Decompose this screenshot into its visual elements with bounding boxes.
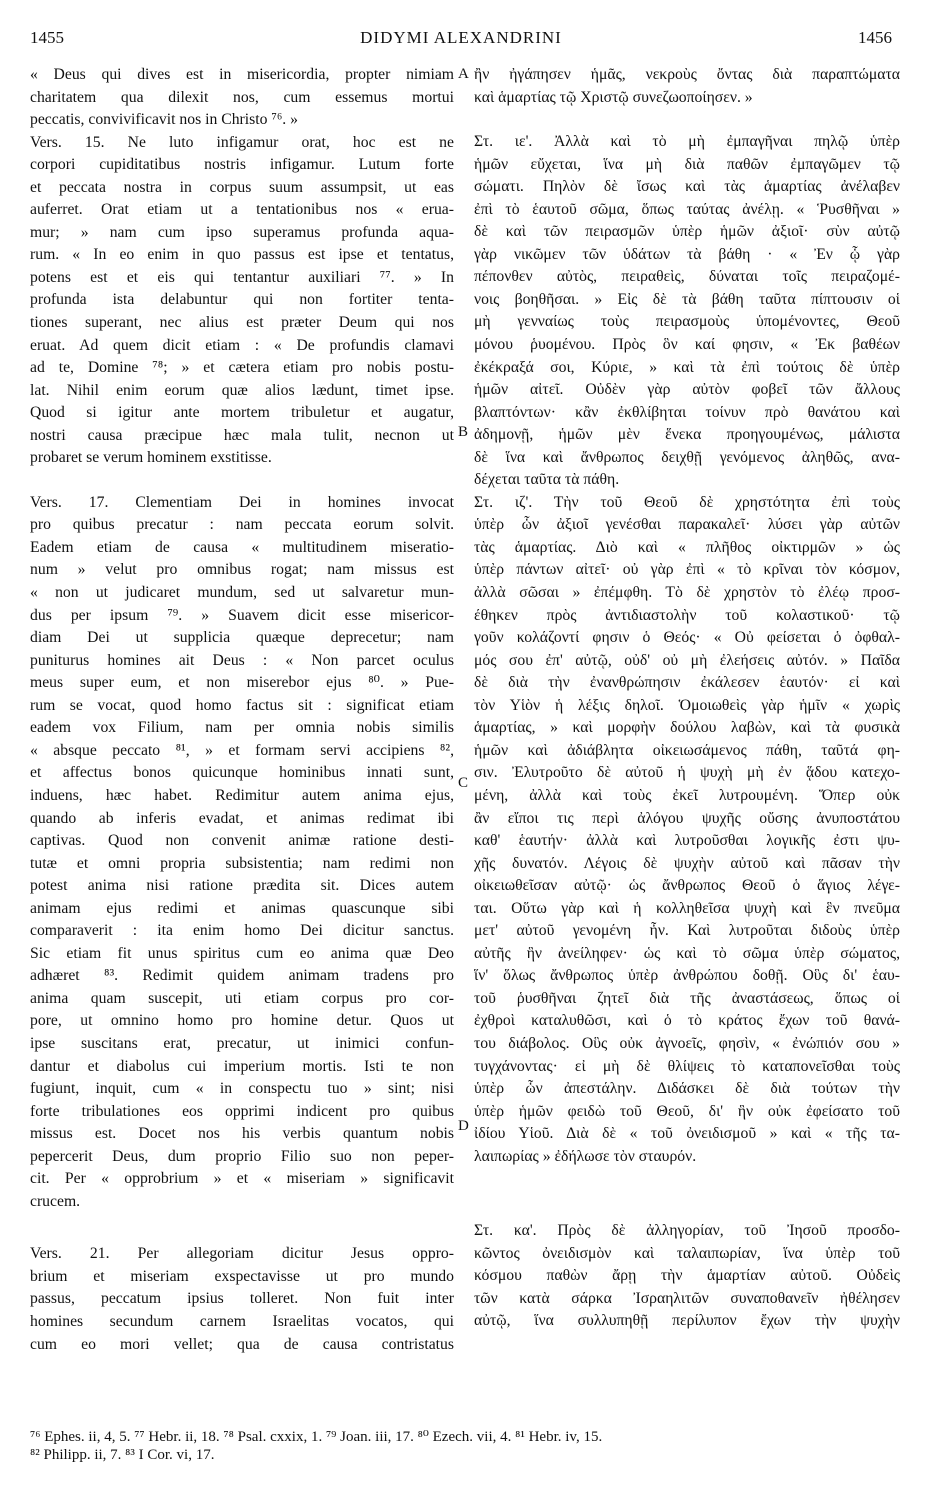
- text-line: pro quibus precatur : nam peccata eorum solvit.: [30, 516, 454, 534]
- text-line: ἡμῶν καὶ ἀδιάβλητα οἰκειωσάμενος πάθη, ταῦτά φη-: [474, 741, 900, 759]
- text-line: lat. Nihil enim eorum quæ alios lædunt, timet ipse.: [30, 381, 454, 399]
- text-line: brium et miseriam exspectavisse ut pro mundo: [30, 1267, 454, 1285]
- text-line: γὰρ νικῶμεν τῶν ὑδάτων τὰ βάθη · « Ἐν ᾧ γὰρ: [474, 245, 900, 263]
- text-line: σώματι. Πηλὸν δὲ ἴσως καὶ τὰς ἁμαρτίας ἀνέλαβεν: [474, 178, 900, 196]
- text-line: eruat. Ad quem dicit etiam : « De profundis clamavi: [30, 336, 454, 354]
- text-line: probaret se verum hominem exstitisse.: [30, 449, 272, 467]
- text-line: τὰς ἁμαρτίας. Διὸ καὶ « πλῆθος οἰκτιρμῶν » ὡς: [474, 538, 900, 556]
- text-line: ὑπὲρ πάντων αἰτεῖ· οὐ γὰρ ἐπὶ « τὸ κρῖναι τὸν κόσμον,: [474, 561, 900, 579]
- text-line: ὑπὲρ ὧν ἀξιοῖ γενέσθαι παρακαλεῖ· λύσει γὰρ αὐτῶν: [474, 516, 900, 534]
- text-line: induens, hæc habet. Redimitur autem anima ejus,: [30, 786, 454, 804]
- text-line: cit. Per « opprobrium » et « miseriam » significavit: [30, 1170, 454, 1188]
- text-line: potens est et eis qui tentantur auxiliari ⁷⁷. » In: [30, 268, 454, 286]
- text-line: et affectus bonos quicunque hominibus innati sunt,: [30, 764, 454, 782]
- text-line: σιν. Ἐλυτροῦτο δὲ αὐτοῦ ἡ ψυχὴ μὴ ἐν ᾅδου κατεχο-: [474, 764, 900, 782]
- text-line: Στ. κα'. Πρὸς δὲ ἀλληγορίαν, τοῦ Ἰησοῦ προσδο-: [474, 1222, 900, 1240]
- text-line: Eadem etiam de causa « multitudinem miseratio-: [30, 538, 454, 556]
- text-line: λαιπωρίας » ἐδήλωσε τὸν σταυρόν.: [474, 1147, 697, 1165]
- text-line: δέχεται ταῦτα τὰ πάθη.: [474, 471, 620, 489]
- page-header: [30, 28, 892, 54]
- text-line: ται. Οὕτω γὰρ καὶ ἡ κολληθεῖσα ψυχὴ καὶ ἓν πνεῦμα: [474, 899, 900, 917]
- text-line: δὲ καὶ τῶν πειρασμῶν ὑπὲρ ἡμῶν ἀξιοῖ· σὺν αὐτῷ: [474, 223, 900, 241]
- text-line: καθ' ἑαυτήν· ἀλλὰ καὶ λυτροῦσθαι λογικῆς ἐστι ψυ-: [474, 832, 900, 850]
- text-line: passus, peccatum ipsius tolleret. Non fuit inter: [30, 1290, 454, 1308]
- text-line: animam ejus redimi et animas quascunque sibi: [30, 899, 454, 917]
- text-line: Vers. 17. Clementiam Dei in homines invocat: [30, 493, 454, 511]
- text-line: num » velut pro omnibus rogat; nam missus est: [30, 561, 454, 579]
- text-line: Vers. 21. Per allegoriam dicitur Jesus oppro-: [30, 1245, 454, 1263]
- greek-paragraph-block-1: [474, 64, 900, 109]
- text-line: κῶντος ὀνειδισμὸν καὶ ταλαιπωρίαν, ἵνα ὑπὲρ τοῦ: [474, 1244, 900, 1262]
- text-line: comparaverit : ita enim homo Dei dicitur sanctus.: [30, 922, 454, 940]
- text-line: έθηκεν πρὸς ἀντιδιαστολὴν τοῦ κολαστικοῦ· τῷ: [474, 606, 900, 624]
- text-line: ἀδημονῇ, ἡμῶν μὲν ἕνεκα προηγουμένως, μάλιστα: [474, 426, 900, 444]
- text-line: auferret. Orat etiam ut a tentationibus nos « erua-: [30, 201, 454, 219]
- text-line: χῆς δυνατόν. Λέγοις δὲ ψυχὴν αὐτοῦ καὶ πᾶσαν τὴν: [474, 854, 900, 872]
- text-line: βλαπτόντων· κἂν ἐκθλίβηται τοίνυν πρὸ θανάτου καὶ: [474, 403, 900, 421]
- text-line: pore, ut omnino homo pro homine detur. Quos ut: [30, 1012, 454, 1030]
- text-line: profunda ista delabuntur qui non fortiter tenta-: [30, 291, 454, 309]
- text-line: missus est. Docet nos his verbis quantum nobis: [30, 1125, 454, 1143]
- text-line: rum. « In eo enim in quo passus est ipse et tentatus,: [30, 246, 454, 264]
- text-line: rum se vocat, quod homo factus sit : significat etiam: [30, 696, 454, 714]
- text-line: Sic etiam fit unus spiritus cum eo anima quæ Deo: [30, 944, 454, 962]
- text-line: ipse suscitans erat, precatur, ut inimici confun-: [30, 1034, 454, 1052]
- text-line: ad te, Domine ⁷⁸; » et cætera etiam pro nobis postu-: [30, 359, 454, 377]
- text-line: μετ' αὐτοῦ γενομένη ἦν. Καὶ λυτροῦται διδοὺς ὑπὲρ: [474, 922, 900, 940]
- text-line: αὐτῆς ἣν ἀνείληφεν· ὡς καὶ τὸ σῶμα ὑπὲρ σώματος,: [474, 944, 900, 962]
- text-line: mur; » nam cum ipso superamus profunda aqua-: [30, 223, 454, 241]
- margin-letter-c: C: [458, 775, 469, 791]
- text-line: οἰκειωθεῖσαν αὐτῷ· ὡς ἄνθρωπος Θεοῦ ὁ ἅγιος λέγε-: [474, 877, 900, 895]
- text-line: δὲ ἵνα καὶ ἄνθρωπος δειχθῇ γενόμενος ἀληθῶς, ανα-: [474, 448, 900, 466]
- text-line: τοῦ ῥυσθῆναι ζητεῖ διὰ τῆς ἀναστάσεως, ὅπως οἱ: [474, 989, 900, 1007]
- greek-paragraph-block-4: [474, 1220, 900, 1333]
- text-line: Στ. ιε'. Ἀλλὰ καὶ τὸ μὴ ἐμπαγῆναι πηλῷ ὑπὲρ: [474, 133, 900, 151]
- text-line: et peccata nostra in corpus suum assumpsit, ut eas: [30, 178, 454, 196]
- text-line: dantur et diabolus cui imperium mortis. Isti te non: [30, 1057, 454, 1075]
- text-line: meus super eum, et non miserebor ejus ⁸⁰. » Pue-: [30, 674, 454, 692]
- text-line: ἂν εἴποι τις περὶ ἀλόγου ψυχῆς οὔσης ἀνυποστάτου: [474, 809, 900, 827]
- footnotes: [30, 1428, 900, 1464]
- text-line: homines secundum carnem Israelitas vocatos, qui: [30, 1312, 454, 1330]
- text-line: καὶ ἁμαρτίας τῷ Χριστῷ συνεζωοποίησεν. »: [474, 88, 753, 106]
- text-line: νοις βοηθῆσαι. » Εἰς δὲ τὰ βάθη ταῦτα πίπτουσιν οἱ: [474, 290, 900, 308]
- text-line: tutæ et omni propria subsistentia; nam redimi non: [30, 854, 454, 872]
- text-line: corpori cupiditatibus nostris infigamur. Lutum forte: [30, 156, 454, 174]
- greek-paragraph-block-3: [474, 492, 900, 1168]
- footnote-line: ⁸² Philipp. ii, 7. ⁸³ I Cor. vi, 17.: [30, 1447, 215, 1463]
- text-line: ὑπὲρ ὧν ἀπεστάλην. Διδάσκει δὲ διὰ τούτων τὴν: [474, 1080, 900, 1098]
- text-line: μένη, ἀλλὰ καὶ τοὺς ἐκεῖ λυτρουμένη. Ὅπερ οὐκ: [474, 786, 900, 804]
- text-line: diam Dei ut supplicia quæque deprecetur; nam: [30, 629, 454, 647]
- text-line: πέπονθεν αὐτὸς, πειραθεὶς, δύναται τοῖς πειραζομέ-: [474, 268, 900, 286]
- text-line: μός σου ἐπ' αὐτῷ, οὐδ' οὐ μὴ ἐλεήσεις αὐτόν. » Παῖδα: [474, 651, 900, 669]
- text-line: puniturus homines ait Deus : « Non parcet oculus: [30, 651, 454, 669]
- text-line: tiones superant, nec alius est præter Deum qui nos: [30, 314, 454, 332]
- text-line: ἀλλὰ σῶσαι » ἐπέμφθη. Τὸ δὲ χρηστὸν τὸ ἐλέῳ προσ-: [474, 584, 900, 602]
- text-line: μόνου ῥυομένου. Πρὸς ὃν καί φησιν, « Ἐκ βαθέων: [474, 336, 900, 354]
- text-line: ἡμῶν αἰτεῖ. Οὐδὲν γὰρ αὐτὸν φοβεῖ τῶν ἄλλους: [474, 381, 900, 399]
- text-line: τυγχάνοντας· εἰ μὴ δὲ θλίψεις τὸ καταπονεῖσθαι τοὺς: [474, 1057, 900, 1075]
- text-line: Quod si igitur ante mortem tribuletur et augatur,: [30, 404, 454, 422]
- text-line: « non ut judicaret mundum, sed ut salvaretur mun-: [30, 584, 454, 602]
- text-line: pepercerit Deus, dum proprio Filio suo non peper-: [30, 1147, 454, 1165]
- latin-paragraph-block-2: [30, 492, 454, 1214]
- text-line: dus per ipsum ⁷⁹. » Suavem dicit esse misericor-: [30, 606, 454, 624]
- latin-column: [30, 64, 454, 1356]
- greek-column: [474, 64, 900, 1333]
- text-line: μὴ γενναίως τοὺς πειρασμοὺς ὑπομένοντες, Θεοῦ: [474, 313, 900, 331]
- text-line: Στ. ιζ'. Τὴν τοῦ Θεοῦ δὲ χρηστότητα ἐπὶ τοὺς: [474, 493, 900, 511]
- latin-paragraph-block-3: [30, 1243, 454, 1356]
- margin-letter-d: D: [458, 1118, 469, 1134]
- text-line: τὸν Υἱὸν ἡ λέξις δηλοῖ. Ὁμοιωθεὶς γὰρ ἡμῖν « χωρὶς: [474, 696, 900, 714]
- text-line: « absque peccato ⁸¹, » et formam servi accipiens ⁸²,: [30, 741, 454, 759]
- text-line: adhæret ⁸³. Redimit quidem animam tradens pro: [30, 967, 454, 985]
- margin-letter-a: A: [458, 66, 469, 82]
- text-line: cum eo mori vellet; qua de causa contristatus: [30, 1335, 454, 1353]
- text-line: crucem.: [30, 1192, 81, 1210]
- greek-paragraph-block-2: [474, 131, 900, 492]
- text-line: δὲ διὰ τὴν ἐνανθρώπησιν ἐκάλεσεν ἑαυτόν· εἰ καὶ: [474, 674, 900, 692]
- text-line: Vers. 15. Ne luto infigamur orat, hoc est ne: [30, 133, 454, 151]
- text-line: ἁμαρτίας, » καὶ μορφὴν δούλου λαβὼν, καὶ τὰ φυσικὰ: [474, 719, 900, 737]
- page-number-left: 1455: [30, 28, 64, 47]
- text-line: forte tribulationes eos opprimi indicent pro quibus: [30, 1102, 454, 1120]
- page-number-right: 1456: [858, 28, 892, 47]
- text-line: ἐχθροὶ καταλυθῶσι, καὶ ὁ τὸ κράτος ἔχων τοῦ θανά-: [474, 1012, 900, 1030]
- footnote-line: ⁷⁶ Ephes. ii, 4, 5. ⁷⁷ Hebr. ii, 18. ⁷⁸ Psal. cxxix, 1. ⁷⁹ Joan. iii, 17. ⁸⁰ Ezech. vii, 4. ⁸¹ Hebr. iv, 15.: [30, 1429, 603, 1445]
- text-line: peccatis, convivificavit nos in Christo ⁷⁶. »: [30, 111, 298, 129]
- running-title: DIDYMI ALEXANDRINI: [360, 28, 562, 47]
- text-line: ἰδίου Υἱοῦ. Διὰ δὲ « τοῦ ὀνειδισμοῦ » καὶ « τῆς τα-: [474, 1125, 900, 1143]
- text-line: ἡμῶν εὔχεται, ἵνα μὴ διὰ παθῶν ἐμπαγῶμεν τῷ: [474, 155, 900, 173]
- text-line: nostri causa præcipue hæc mala tulit, necnon ut: [30, 426, 454, 444]
- text-line: « Deus qui dives est in misericordia, propter nimiam: [30, 66, 454, 83]
- text-line: του διάβολος. Οὓς οὐκ ἀγνοεῖς, φησὶν, « ἐνώπιόν σου »: [474, 1034, 900, 1052]
- text-line: κόσμου παθὼν ἄρῃ τὴν ἁμαρτίαν αὐτοῦ. Οὐδεὶς: [474, 1267, 900, 1285]
- text-line: ὑπὲρ ἡμῶν φειδὼ τοῦ Θεοῦ, δι' ἣν οὐκ ἐφείσατο τοῦ: [474, 1102, 900, 1120]
- text-line: quando ab inferis evadat, et animas redimat ibi: [30, 809, 454, 827]
- text-line: potest anima nisi ratione prædita sit. Dices autem: [30, 877, 454, 895]
- text-line: ἵν' ὅλως ἄνθρωπος ὑπὲρ ἀνθρώπου δοθῇ. Οὓς δι' ἑαυ-: [474, 967, 900, 985]
- text-line: ἐπὶ τὸ ἑαυτοῦ σῶμα, ὅπως ταύτας ἀνέλῃ. « Ῥυσθῆναι »: [474, 200, 900, 218]
- text-line: ἐκέκραξά σοι, Κύριε, » καὶ τὰ ἐπὶ τούτοις δὲ ὑπὲρ: [474, 358, 900, 376]
- text-line: fugiunt, inquit, cum « in conspectu tuo » sint; nisi: [30, 1080, 454, 1098]
- text-line: τῶν κατὰ σάρκα Ἰσραηλιτῶν συναποθανεῖν ἠθέλησεν: [474, 1289, 900, 1307]
- text-line: γοῦν κολάζοντί φησιν ὁ Θεός· « Οὐ φείσεται ὁ ὀφθαλ-: [474, 629, 900, 647]
- text-line: captivas. Quod non convenit animæ ratione desti-: [30, 832, 454, 850]
- text-line: anima quam suscepit, uti etiam corpus pro cor-: [30, 989, 454, 1007]
- text-line: ἢν ἠγάπησεν ἡμᾶς, νεκροὺς ὄντας διὰ παραπτώματα: [474, 66, 900, 83]
- text-line: charitatem qua dilexit nos, cum essemus mortui: [30, 88, 454, 106]
- latin-paragraph-block-1: [30, 64, 454, 470]
- margin-letter-b: B: [458, 424, 469, 440]
- text-line: αὐτῷ, ἵνα συλλυπηθῇ περίλυπον ἔχων τὴν ψυχὴν: [474, 1312, 900, 1330]
- text-line: eadem vox Filium, nam per omnia nobis similis: [30, 719, 454, 737]
